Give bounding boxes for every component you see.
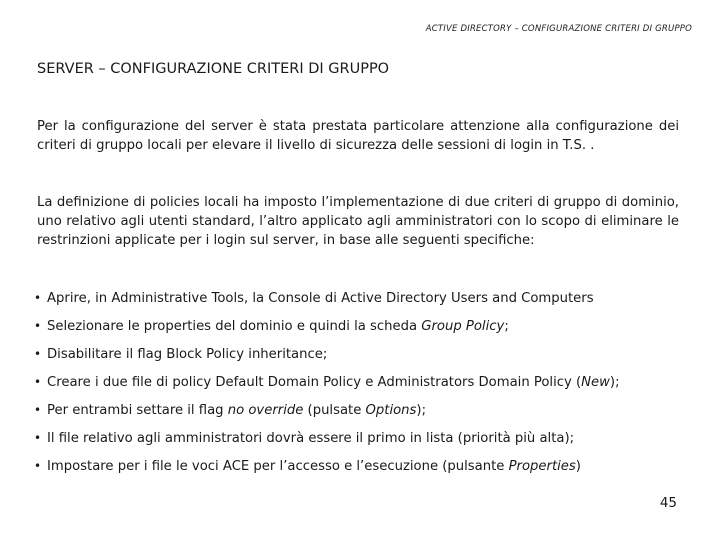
intro-paragraph: Per la configurazione del server è stata prestata particolare attenzione alla configurazione dei criteri di gruppo locali per elevare il livello di sicurezza delle sessioni di login in T.S. .: [37, 119, 679, 153]
policy-paragraph: La definizione di policies locali ha imposto l’implementazione di due criteri di gruppo di dominio, uno relativo agli utenti standard, l’altro applicato agli amministratori con lo scopo di eliminare le restrinzioni applicate per i login sul server, in base alle seguenti specifiche:: [37, 195, 679, 248]
bullet-icon: •: [34, 403, 42, 417]
slide-title: SERVER – CONFIGURAZIONE CRITERI DI GRUPPO: [37, 61, 390, 77]
list-item-emphasis: New: [581, 375, 610, 390]
list-item: [34, 457, 694, 485]
list-item: [34, 429, 694, 457]
list-item: [34, 289, 694, 317]
running-header: ACTIVE DIRECTORY – CONFIGURAZIONE CRITERI DI GRUPPO: [425, 24, 692, 34]
list-item-text: ): [575, 459, 581, 474]
list-item-emphasis: no override: [227, 403, 304, 418]
list-item: [34, 401, 694, 429]
list-item-text: Per entrambi settare il flag: [47, 403, 228, 418]
bullet-icon: •: [34, 375, 42, 389]
steps-list: [34, 289, 694, 485]
list-item-emphasis: Group Policy: [421, 319, 505, 334]
list-item-text: (pulsate: [303, 403, 366, 418]
list-item-text: Impostare per i file le voci ACE per l’accesso e l’esecuzione (pulsante: [47, 459, 509, 474]
bullet-icon: •: [34, 319, 42, 333]
bullet-icon: •: [34, 431, 42, 445]
bullet-icon: •: [34, 459, 42, 473]
list-item: [34, 317, 694, 345]
list-item-text: ;: [504, 319, 509, 334]
list-item-text: Disabilitare il flag Block Policy inheritance;: [47, 347, 328, 362]
list-item: [34, 345, 694, 373]
list-item: [34, 373, 694, 401]
list-item-text: Selezionare le properties del dominio e quindi la scheda: [47, 319, 422, 334]
bullet-icon: •: [34, 291, 42, 305]
list-item-emphasis: Options: [365, 403, 417, 418]
page-number: 45: [659, 495, 677, 511]
list-item-text: );: [416, 403, 427, 418]
list-item-text: );: [609, 375, 620, 390]
list-item-text: Creare i due file di policy Default Domain Policy e Administrators Domain Policy (: [47, 375, 582, 390]
bullet-icon: •: [34, 347, 42, 361]
list-item-text: Aprire, in Administrative Tools, la Console di Active Directory Users and Computers: [47, 291, 594, 306]
list-item-text: Il file relativo agli amministratori dovrà essere il primo in lista (priorità più alta);: [47, 431, 575, 446]
list-item-emphasis: Properties: [508, 459, 576, 474]
